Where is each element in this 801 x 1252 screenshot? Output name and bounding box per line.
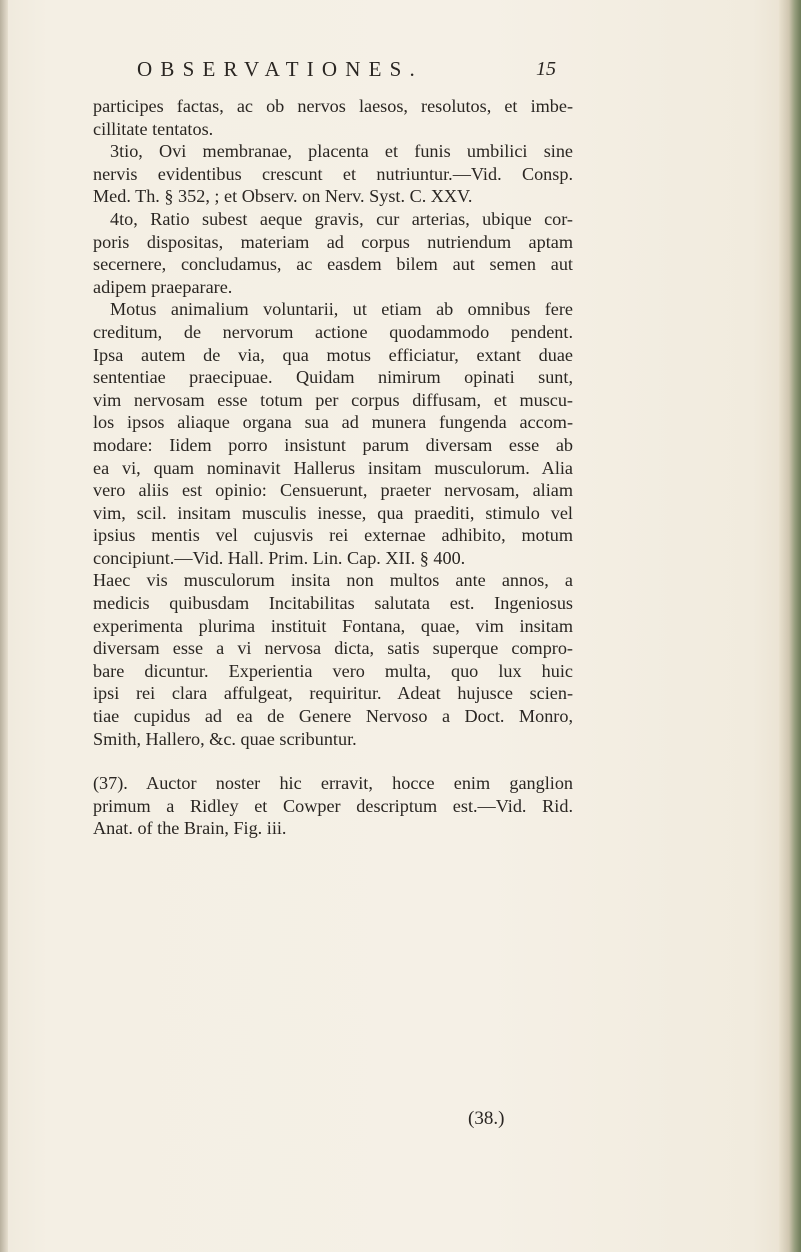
page-number: 15 (536, 58, 556, 80)
text-line: Haec vis musculorum insita non multos ante annos, a (93, 570, 573, 591)
text-line: los ipsos aliaque organa sua ad munera fungenda accom- (93, 412, 573, 433)
paragraph-gap (93, 750, 573, 772)
text-line: poris dispositas, materiam ad corpus nutriendum aptam (93, 231, 573, 252)
page-right-edge (779, 0, 801, 1252)
text-line: adipem praeparare. (93, 276, 233, 297)
text-line: secernere, concludamus, ac easdem bilem aut semen aut (93, 254, 573, 275)
text-line: ipsius mentis vel cujusvis rei externae adhibito, motum (93, 525, 573, 546)
text-line: medicis quibusdam Incitabilitas salutata est. Ingeniosus (93, 593, 573, 614)
text-line: concipiunt.—Vid. Hall. Prim. Lin. Cap. XII. § 400. (93, 547, 466, 568)
text-line: vim, scil. insitam musculis inesse, qua praediti, stimulo vel (93, 502, 573, 523)
page-left-edge (0, 0, 8, 1252)
text-line: sententiae praecipuae. Quidam nimirum opinati sunt, (93, 367, 573, 388)
text-line: Motus animalium voluntarii, ut etiam ab omnibus fere (110, 299, 573, 320)
running-head: OBSERVATIONES. (137, 57, 424, 81)
text-line: vim nervosam esse totum per corpus diffusam, et muscu- (93, 389, 573, 410)
body-text (93, 95, 573, 840)
text-line: Ipsa autem de via, qua motus efficiatur, extant duae (93, 344, 573, 365)
next-note-number: (38.) (468, 1108, 505, 1129)
note-line: primum a Ridley et Cowper descriptum est.—Vid. Rid. (93, 795, 573, 816)
text-line: modare: Iidem porro insistunt parum diversam esse ab (93, 434, 573, 455)
text-line: experimenta plurima instituit Fontana, quae, vim insitam (93, 615, 573, 636)
text-line: participes factas, ac ob nervos laesos, resolutos, et imbe- (93, 96, 573, 116)
text-line: creditum, de nervorum actione quodammodo pendent. (93, 321, 573, 342)
text-line: ea vi, quam nominavit Hallerus insitam musculorum. Alia (93, 457, 573, 478)
note-line: Anat. of the Brain, Fig. iii. (93, 818, 287, 839)
text-line: bare dicuntur. Experientia vero multa, quo lux huic (93, 660, 573, 681)
text-line: 3tio, Ovi membranae, placenta et funis umbilici sine (110, 141, 573, 162)
text-line: Smith, Hallero, &c. quae scribuntur. (93, 728, 357, 749)
text-line: Med. Th. § 352, ; et Observ. on Nerv. Syst. C. XXV. (93, 186, 473, 207)
text-line: tiae cupidus ad ea de Genere Nervoso a Doct. Monro, (93, 706, 573, 727)
text-line: 4to, Ratio subest aeque gravis, cur arterias, ubique cor- (110, 208, 573, 229)
note-line: (37). Auctor noster hic erravit, hocce enim ganglion (93, 773, 573, 794)
text-line: ipsi rei clara affulgeat, requiritur. Adeat hujusce scien- (93, 683, 573, 704)
text-line: vero aliis est opinio: Censuerunt, praeter nervosam, aliam (93, 480, 573, 501)
text-line: nervis evidentibus crescunt et nutriuntur.—Vid. Consp. (93, 163, 573, 184)
text-line: diversam esse a vi nervosa dicta, satis superque compro- (93, 638, 573, 659)
text-line: cillitate tentatos. (93, 118, 214, 139)
